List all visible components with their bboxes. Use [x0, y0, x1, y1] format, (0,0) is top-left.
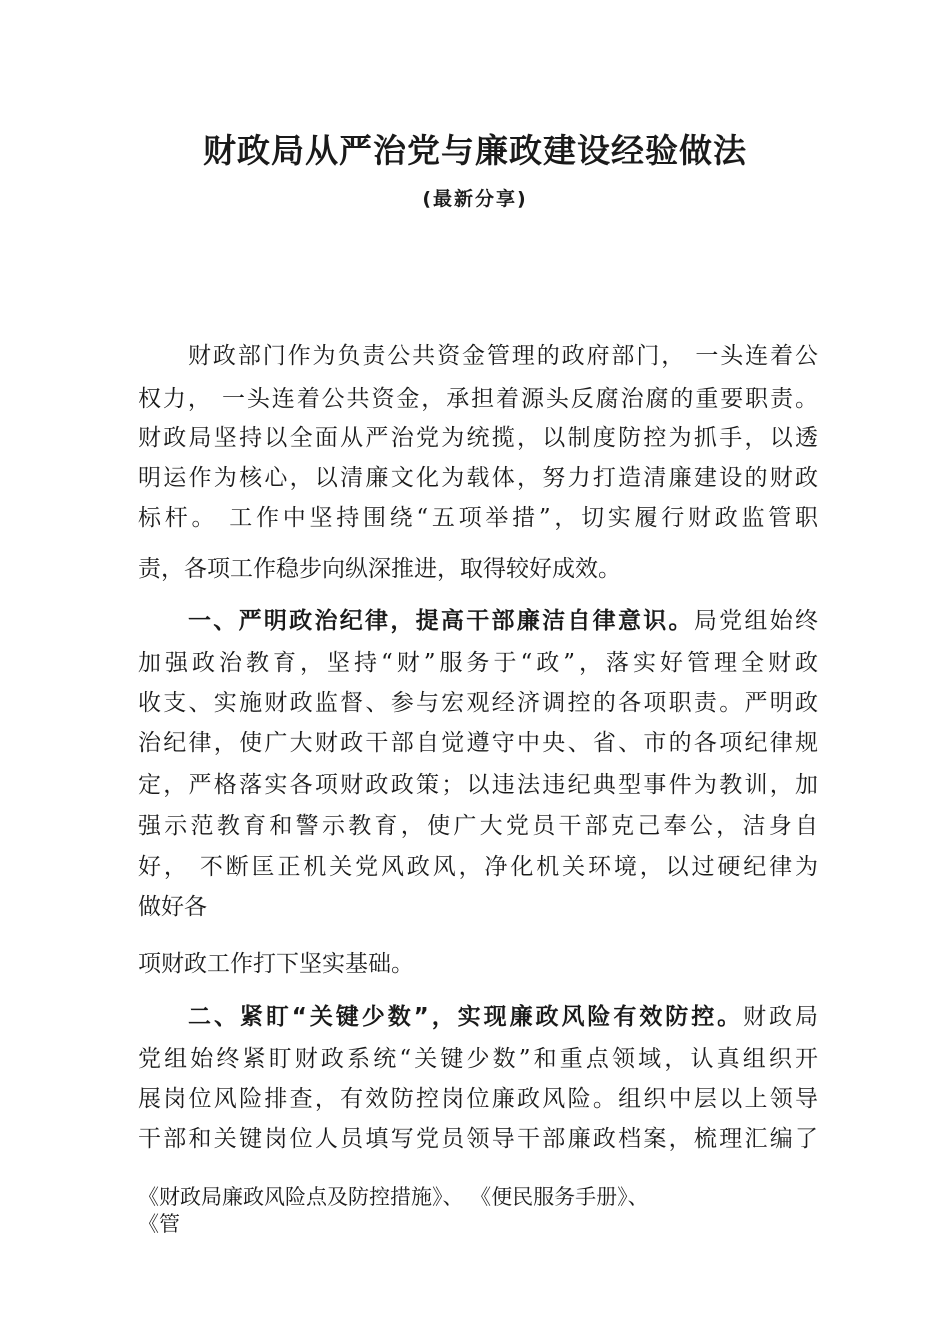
section-1-line: 定，严格落实各项财政政策；以违法违纪典型事件为教训，加: [138, 772, 818, 798]
section-1-line: 收支、实施财政监督、参与宏观经济调控的各项职责。严明政: [138, 690, 818, 716]
intro-line: 财政部门作为负责公共资金管理的政府部门， 一头连着公: [188, 343, 818, 369]
section-2-first-line-rest: 财政局: [743, 1004, 819, 1030]
section-1-heading: 一、严明政治纪律，提高干部廉洁自律意识。: [188, 608, 694, 634]
section-2-heading: 二、紧盯“关键少数”，实现廉政风险有效防控。: [188, 1004, 744, 1030]
intro-line: 权力， 一头连着公共资金，承担着源头反腐治腐的重要职责。: [138, 386, 818, 412]
intro-line: 明运作为核心，以清廉文化为载体，努力打造清廉建设的财政: [138, 465, 818, 491]
section-1-line: 强示范教育和警示教育，使广大党员干部克己奉公，洁身自: [138, 813, 818, 839]
footer-line: 《财政局廉政风险点及防控措施》、 《便民服务手册》、: [138, 1185, 649, 1209]
page-subtitle: (最新分享): [422, 188, 528, 210]
section-1-line: 加强政治教育，坚持“财”服务于“政”，落实好管理全财政: [138, 650, 818, 676]
section-1-line: 治纪律，使广大财政干部自觉遵守中央、省、市的各项纪律规: [138, 730, 818, 756]
page-title: 财政局从严治党与廉政建设经验做法: [203, 131, 747, 170]
section-2-line: 展岗位风险排查，有效防控岗位廉政风险。组织中层以上领导: [138, 1086, 818, 1112]
section-2-line: 干部和关键岗位人员填写党员领导干部廉政档案，梳理汇编了: [138, 1126, 818, 1152]
section-1-first-line: [188, 603, 818, 639]
section-1-line: 好， 不断匡正机关党风政风，净化机关环境，以过硬纪律为: [138, 854, 818, 880]
section-2-first-line: [188, 999, 818, 1035]
section-1-first-line-rest: 局党组始终: [693, 608, 819, 634]
section-2-line: 党组始终紧盯财政系统“关键少数”和重点领域，认真组织开: [138, 1046, 818, 1072]
section-1-line: 做好各: [138, 894, 207, 920]
footer-line: 《管: [138, 1212, 180, 1236]
intro-line: 责，各项工作稳步向纵深推进，取得较好成效。: [138, 556, 621, 582]
section-1-line: 项财政工作打下坚实基础。: [138, 951, 414, 977]
intro-line: 标杆。 工作中坚持围绕“五项举措”，切实履行财政监管职: [138, 505, 818, 531]
intro-line: 财政局坚持以全面从严治党为统揽，以制度防控为抓手，以透: [138, 425, 818, 451]
